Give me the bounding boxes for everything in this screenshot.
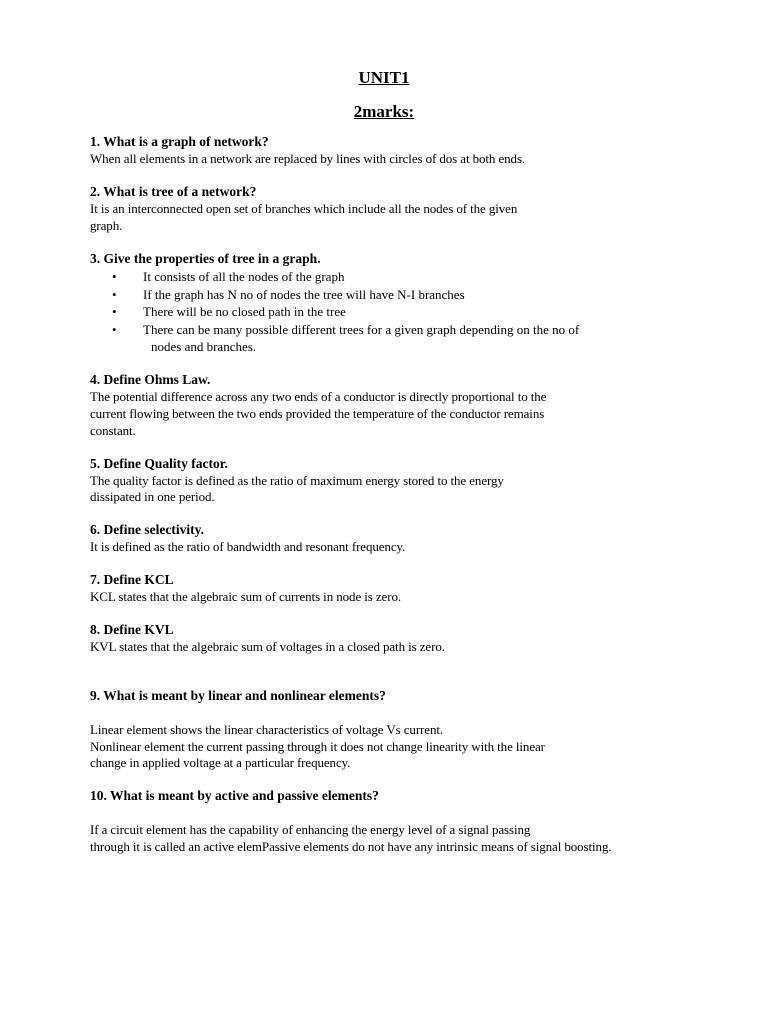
marks-heading: 2marks: <box>353 102 415 121</box>
answer-2-line-1: It is an interconnected open set of branches which include all the nodes of the given <box>90 201 518 216</box>
list-item-text: There will be no closed path in the tree <box>143 304 346 319</box>
answer-1-line-1: When all elements in a network are replaced by lines with circles of dos at both ends. <box>90 151 526 166</box>
list-item <box>112 268 579 286</box>
unit-title: UNIT1 <box>358 68 410 87</box>
question-5: 5. Define Quality factor. <box>90 456 228 471</box>
answer-8-line-1: KVL states that the algebraic sum of voltages in a closed path is zero. <box>90 639 445 654</box>
question-9: 9. What is meant by linear and nonlinear elements? <box>90 688 386 703</box>
answer-4-line-3: constant. <box>90 423 136 438</box>
question-8: 8. Define KVL <box>90 622 174 637</box>
answer-9-line-2: Nonlinear element the current passing through it does not change linearity with the linear <box>90 739 545 754</box>
bullet-icon: • <box>112 304 117 319</box>
list-item-text: If the graph has N no of nodes the tree will have N-I branches <box>143 286 465 302</box>
answer-4-line-1: The potential difference across any two ends of a conductor is directly proportional to the <box>90 389 547 404</box>
answer-9-line-1: Linear element shows the linear characteristics of voltage Vs current. <box>90 722 444 737</box>
bullet-icon: • <box>112 286 117 302</box>
answer-5-line-1: The quality factor is defined as the ratio of maximum energy stored to the energy <box>90 473 504 488</box>
question-3: 3. Give the properties of tree in a graph. <box>90 251 321 266</box>
answer-6-line-1: It is defined as the ratio of bandwidth and resonant frequency. <box>90 539 406 554</box>
answer-10-line-2: through it is called an active elemPassive elements do not have any intrinsic means of signal boosting. <box>90 839 612 854</box>
answer-5-line-2: dissipated in one period. <box>90 489 215 504</box>
tree-properties-list <box>112 268 579 356</box>
list-item-text: There can be many possible different trees for a given graph depending on the no of <box>143 321 580 337</box>
list-item-text: It consists of all the nodes of the graph <box>143 269 345 284</box>
question-4: 4. Define Ohms Law. <box>90 372 211 387</box>
bullet-icon: • <box>112 321 117 337</box>
question-6: 6. Define selectivity. <box>90 522 204 537</box>
list-item <box>112 321 579 356</box>
question-10: 10. What is meant by active and passive elements? <box>90 788 379 803</box>
answer-9-line-3: change in applied voltage at a particular frequency. <box>90 755 351 770</box>
list-item <box>112 303 579 321</box>
answer-7-line-1: KCL states that the algebraic sum of currents in node is zero. <box>90 589 401 604</box>
question-7: 7. Define KCL <box>90 572 174 587</box>
question-2: 2. What is tree of a network? <box>90 184 257 199</box>
answer-10-line-1: If a circuit element has the capability of enhancing the energy level of a signal passing <box>90 822 531 837</box>
list-item-continuation: nodes and branches. <box>151 339 257 354</box>
answer-2-line-2: graph. <box>90 218 123 233</box>
bullet-icon: • <box>112 269 117 284</box>
question-1: 1. What is a graph of network? <box>90 134 269 149</box>
list-item <box>112 286 579 304</box>
answer-4-line-2: current flowing between the two ends provided the temperature of the conductor remains <box>90 406 545 421</box>
